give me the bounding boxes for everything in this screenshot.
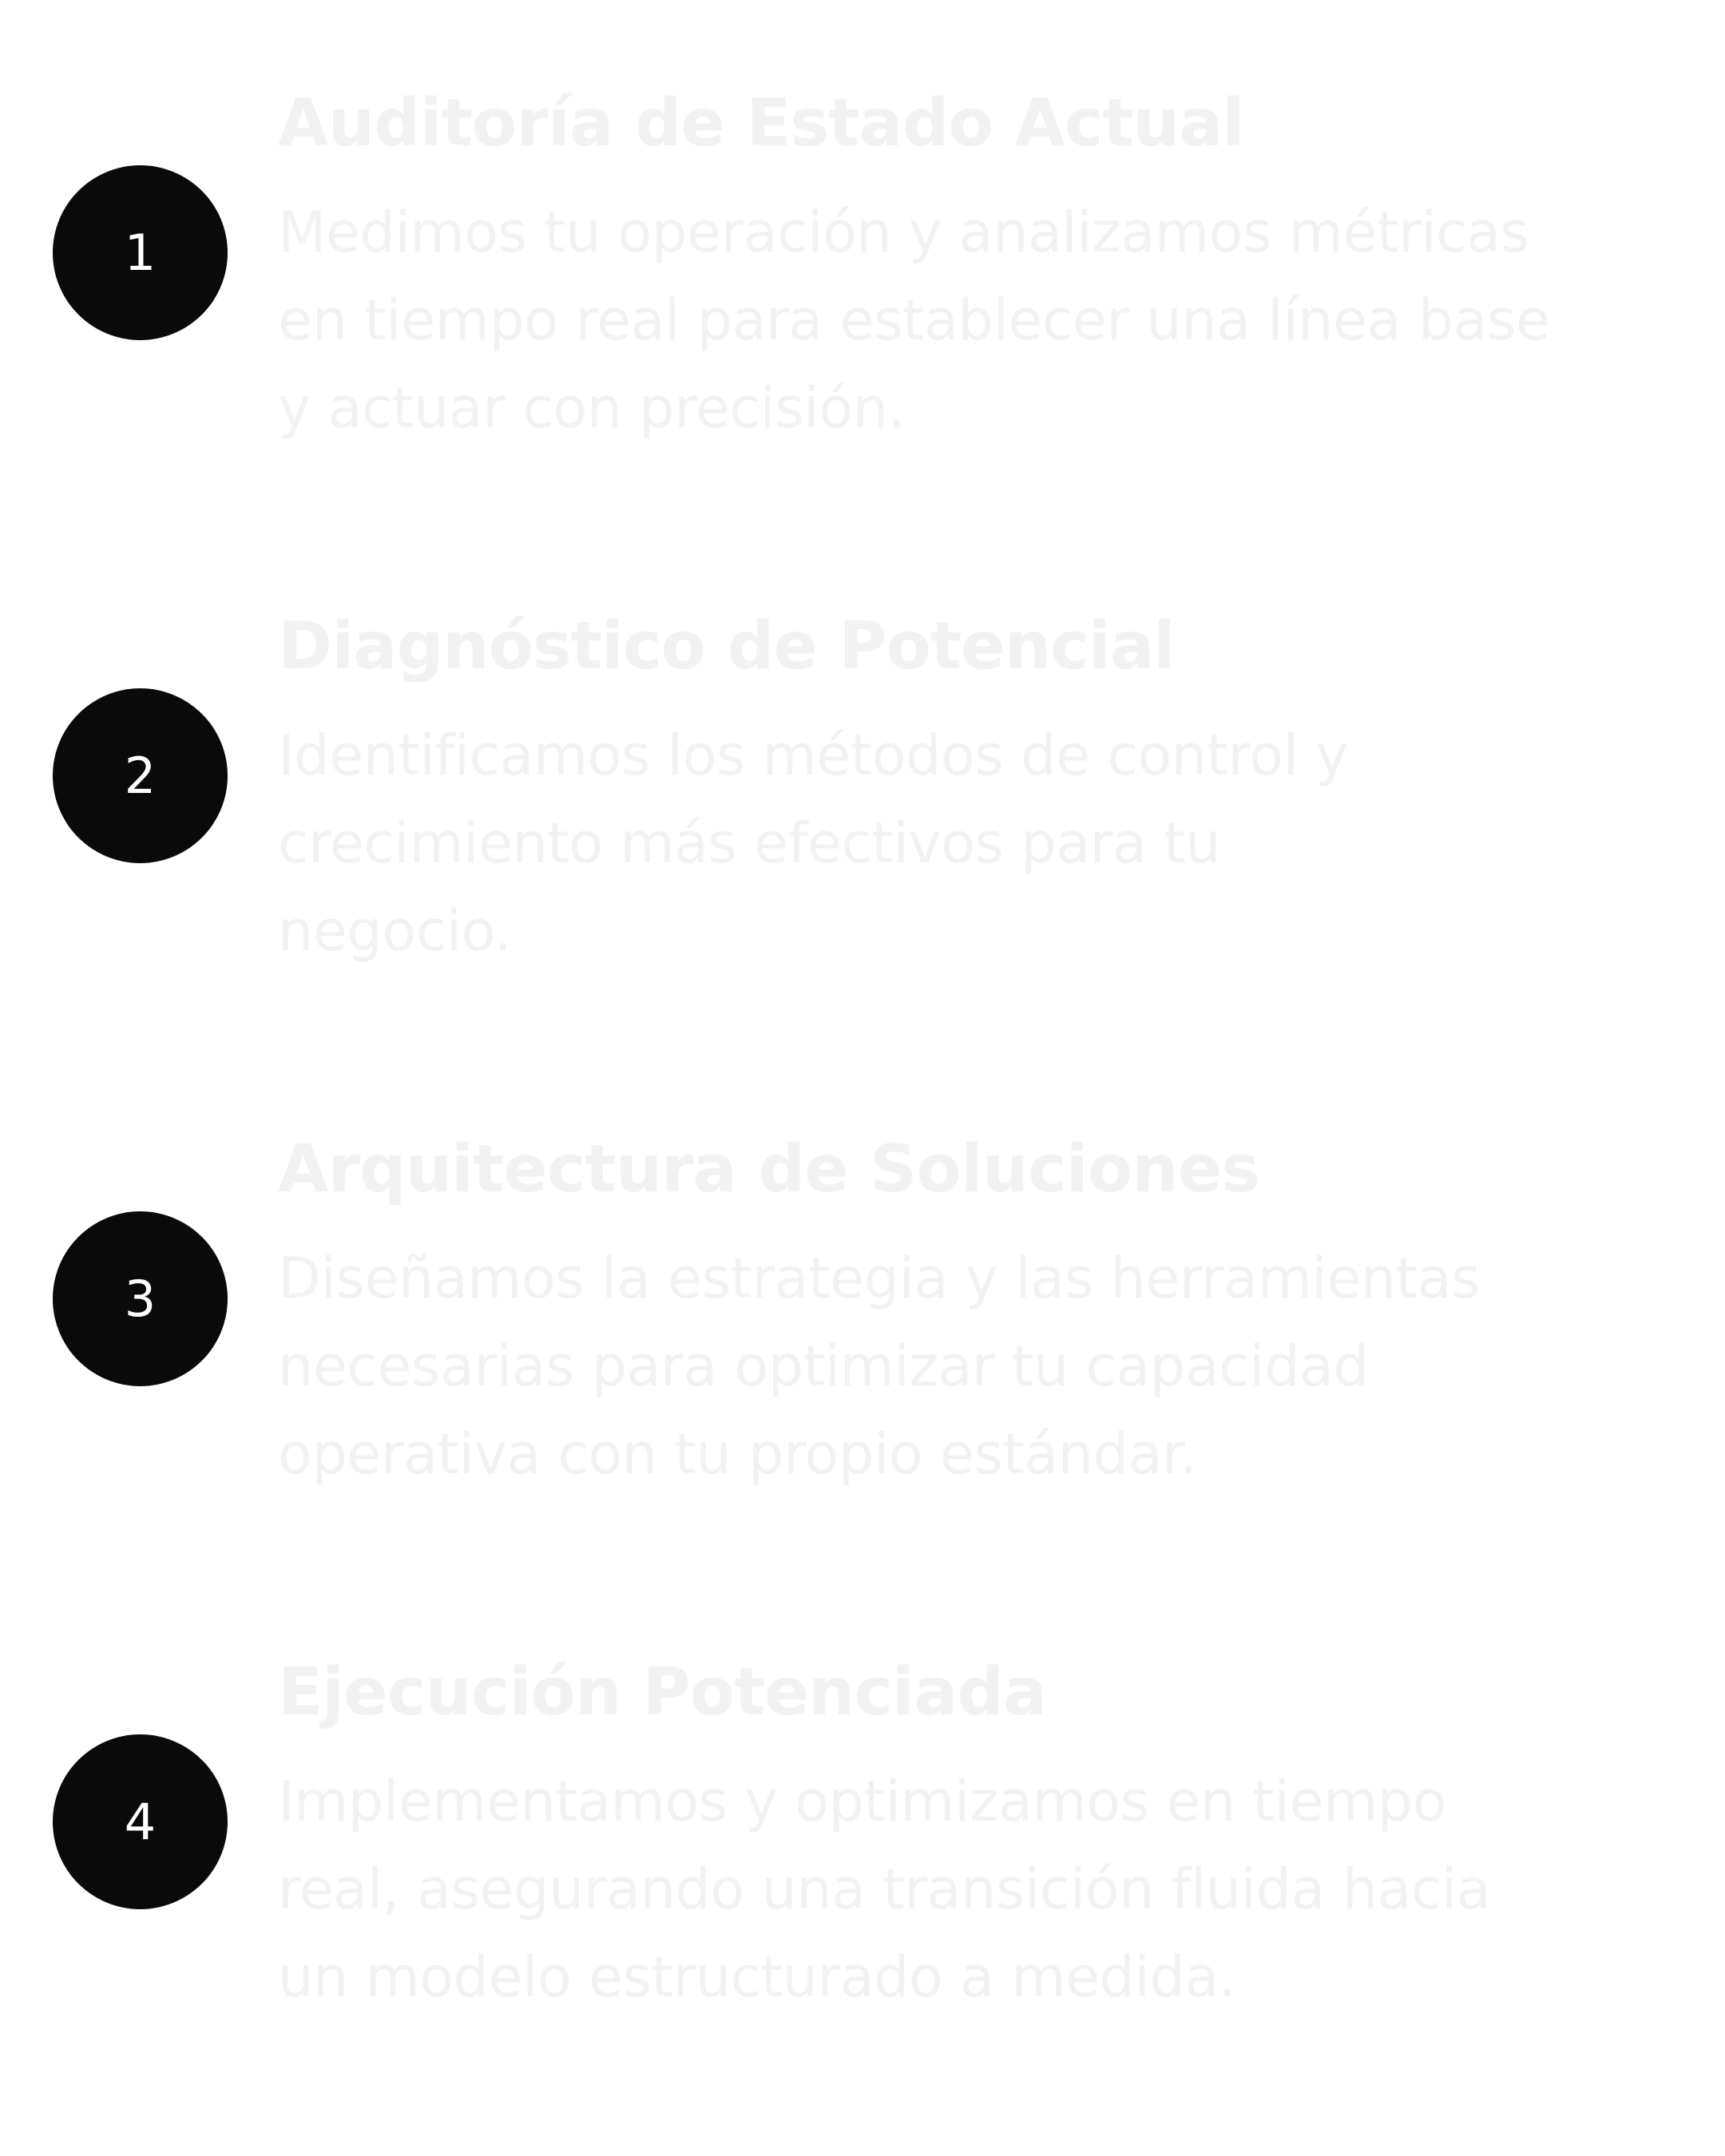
step-number-badge: 2 <box>53 688 228 863</box>
step-number-badge: 3 <box>53 1211 228 1386</box>
step-description <box>278 711 1596 975</box>
step-2 <box>0 523 1725 970</box>
step-description-line: necesarias para optimizar tu capacidad <box>278 1334 1369 1399</box>
step-title: Arquitectura de Soluciones <box>278 1132 1259 1207</box>
step-description-line: un modelo estructurado a medida. <box>278 1944 1236 2010</box>
step-description-line: real, asegurando una transición fluida hacia <box>278 1857 1491 1922</box>
step-description-line: Diseñamos la estrategia y las herramientas <box>278 1246 1480 1311</box>
step-1 <box>0 0 1725 447</box>
step-description-line: y actuar con precisión. <box>278 375 906 441</box>
step-number-badge: 4 <box>53 1734 228 1909</box>
step-description <box>278 1235 1596 1498</box>
step-title: Ejecución Potenciada <box>278 1655 1047 1730</box>
step-title: Diagnóstico de Potencial <box>278 608 1176 684</box>
step-description-line: operativa con tu propio estándar. <box>278 1421 1197 1487</box>
step-description-line: crecimiento más efectivos para tu <box>278 810 1220 876</box>
step-number-badge: 1 <box>53 165 228 340</box>
step-description-line: Identificamos los métodos de control y <box>278 723 1349 788</box>
step-description-line: Implementamos y optimizamos en tiempo <box>278 1769 1446 1834</box>
step-description-line: negocio. <box>278 898 512 964</box>
step-description-line: Medimos tu operación y analizamos métricas <box>278 200 1529 265</box>
step-3 <box>0 1046 1725 1493</box>
step-4 <box>0 1569 1725 2016</box>
step-description <box>278 188 1596 452</box>
step-title: Auditoría de Estado Actual <box>278 85 1244 161</box>
step-description-line: en tiempo real para establecer una línea base <box>278 287 1550 353</box>
step-description <box>278 1758 1596 2021</box>
